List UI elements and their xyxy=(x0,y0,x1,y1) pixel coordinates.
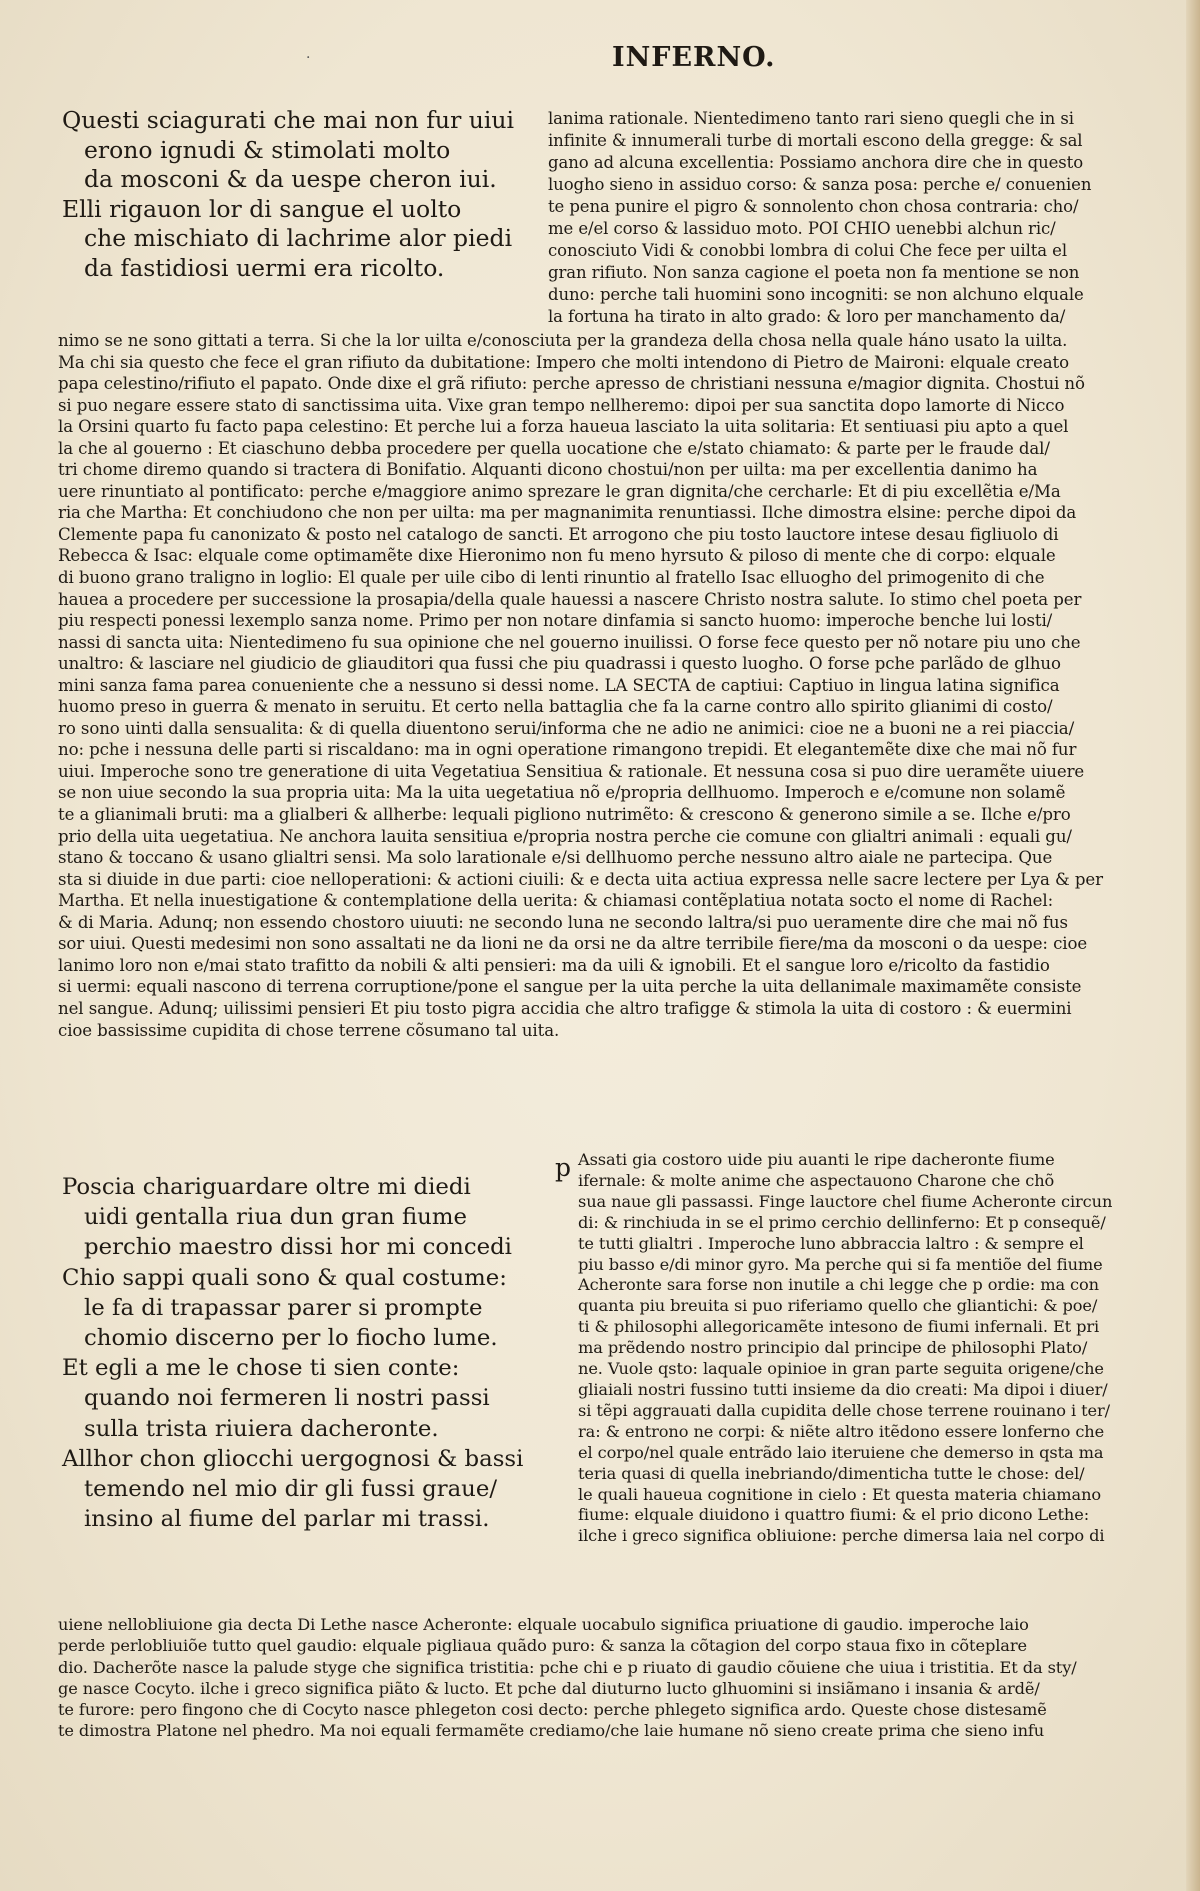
verse-line: Poscia chariguardare oltre mi diedi xyxy=(62,1174,471,1200)
commentary-line: unaltro: & lasciare nel giudicio de gliauditori qua fussi che piu quadrassi i questo luogho. O forse pche parlãdo de glhuo xyxy=(58,654,1061,674)
verse-line: sulla trista riuiera dacheronte. xyxy=(84,1415,439,1442)
commentary-line: ma prẽdendo nostro principio dal principe de philosophi Plato/ xyxy=(578,1338,1088,1358)
commentary-line: sor uiui. Questi medesimi non sono assaltati ne da lioni ne da orsi ne da altre terribile fiere/ma da mosconi o da uespe: cioe xyxy=(58,934,1088,954)
commentary-line: teria quasi di quella inebriando/dimenticha tutte le chose: del/ xyxy=(578,1463,1085,1483)
commentary-line: dio. Dacherõte nasce la palude styge che significa tristitia: pche chi e p riuato di gaudio cõuiene che uiua i tristitia. Et da sty/ xyxy=(58,1657,1077,1677)
commentary-line: uere rinuntiato al pontificato: perche e/maggiore animo sprezare le gran dignita/che cercharle: Et di piu excellẽtia e/Ma xyxy=(58,481,1061,501)
commentary-line: tri chome diremo quando si tractera di Bonifatio. Alquanti dicono chostui/non per uilta: ma per excellentia danimo ha xyxy=(58,460,1038,480)
verse-line: le fa di trapassar parer si prompte xyxy=(84,1294,483,1321)
commentary-line: no: pche i nessuna delle parti si riscaldano: ma in ogni operatione rimangono trepidi. Et elegantemẽte dixe che mai nõ fur xyxy=(58,740,1077,760)
verse-block-top xyxy=(62,106,514,284)
commentary-line: prio della uita uegetatiua. Ne anchora lauita sensitiua e/propria nostra perche cie comune con glialtri animali : equali gu/ xyxy=(58,826,1072,846)
page-ornament: · xyxy=(306,50,311,66)
commentary-line: ti & philosophi allegoricamẽte intesono de fiumi infernali. Et pri xyxy=(578,1317,1100,1337)
verse-block-bottom xyxy=(62,1172,523,1534)
commentary-line: si puo negare essere stato di sanctissima uita. Vixe gran tempo nellheremo: dipoi per sua sanctita dopo lamorte di Nicco xyxy=(58,395,1065,415)
commentary-line: nassi di sancta uita: Nientedimeno fu sua opinione che nel gouerno inuilissi. O forse fece questo per nõ notare piu uno che xyxy=(58,632,1081,652)
commentary-line: ria che Martha: Et conchiudono che non per uilta: ma per magnanimita renuntiassi. Ilche dimostra elsine: perche dipoi da xyxy=(58,503,1077,523)
commentary-line: hauea a procedere per successione la prosapia/della quale hauessi a nascere Christo nostra salute. Io stimo chel poeta per xyxy=(58,589,1082,609)
verse-line: quando noi fermeren li nostri passi xyxy=(84,1385,490,1412)
commentary-line: ne. Vuole qsto: laquale opinioe in gran parte seguita origene/che xyxy=(578,1359,1104,1379)
verse-line: insino al fiume del parlar mi trassi. xyxy=(84,1506,490,1533)
commentary-line: sua naue gli passassi. Finge lauctore chel fiume Acheronte circun xyxy=(578,1191,1113,1211)
commentary-line: te dimostra Platone nel phedro. Ma noi equali fermamẽte crediamo/che laie humane nõ sieno create prima che sieno infu xyxy=(58,1721,1045,1741)
verse-line: erono ignudi & stimolati molto xyxy=(84,135,451,164)
commentary-line: ilche i greco significa obliuione: perche dimersa laia nel corpo di xyxy=(578,1526,1105,1546)
commentary-line: ifernale: & molte anime che aspectauono Charone che chõ xyxy=(578,1170,1055,1190)
commentary-line: la fortuna ha tirato in alto grado: & loro per manchamento da/ xyxy=(548,307,1066,326)
commentary-line: lanimo loro non e/mai stato trafitto da nobili & alti pensieri: ma da uili & ignobili. Et el sangue loro e/ricolto da fastidio xyxy=(58,955,1050,975)
commentary-line: gano ad alcuna excellentia: Possiamo anchora dire che in questo xyxy=(548,153,1084,172)
commentary-line: uiui. Imperoche sono tre generatione di uita Vegetatiua Sensitiua & rationale. Et nessuna cosa si puo dire ueramẽte uiuere xyxy=(58,761,1085,781)
commentary-line: Assati gia costoro uide piu auanti le ripe dacheronte fiume xyxy=(578,1150,1055,1169)
commentary-line: Rebecca & Isac: elquale come optimamẽte dixe Hieronimo non fu meno hyrsuto & piloso di mente che di corpo: elquale xyxy=(58,546,1056,566)
verse-line: da mosconi & da uespe cheron iui. xyxy=(84,165,497,194)
commentary-line: se non uiue secondo la sua propria uita: Ma la uita uegetatiua nõ e/propria dellhuomo. Imperoch e e/comune non solamẽ xyxy=(58,783,1066,803)
commentary-line: di buono grano traligno in loglio: El quale per uile cibo di lenti rinuntio al fratello Isac elluogho del primogenito di che xyxy=(58,568,1045,588)
verse-line: Chio sappi quali sono & qual costume: xyxy=(62,1264,507,1291)
commentary-line: fiume: elquale diuidono i quattro fiumi: & el prio dicono Lethe: xyxy=(578,1505,1090,1525)
commentary-line: el corpo/nel quale entrãdo laio iteruiene che demerso in qsta ma xyxy=(578,1442,1104,1462)
commentary-line: & di Maria. Adunq; non essendo chostoro uiuuti: ne secondo luna ne secondo laltra/si puo ueramente dire che mai nõ fus xyxy=(58,912,1068,932)
commentary-line: me e/el corso & lassiduo moto. POI CHIO uenebbi alchun ric/ xyxy=(548,219,1056,238)
commentary-line: conosciuto Vidi & conobbi lombra di colui Che fece per uilta el xyxy=(548,241,1068,260)
page-title: INFERNO. xyxy=(612,42,776,73)
verse-line: da fastidiosi uermi era ricolto. xyxy=(84,253,445,282)
commentary-line: mini sanza fama parea conueniente che a nessuno si dessi nome. LA SECTA de captiui: Captiuo in lingua latina significa xyxy=(58,675,1060,695)
verse-line: perchio maestro dissi hor mi concedi xyxy=(84,1234,512,1261)
verse-line: uidi gentalla riua dun gran fiume xyxy=(84,1204,467,1231)
commentary-line: Ma chi sia questo che fece el gran rifiuto da dubitatione: Impero che molti intendono di Pietro de Maironi: elquale creato xyxy=(58,352,1069,372)
verse-line: Et egli a me le chose ti sien conte: xyxy=(62,1355,460,1382)
verse-line: Questi sciagurati che mai non fur uiui xyxy=(62,106,515,134)
verse-line: Allhor chon gliocchi uergognosi & bassi xyxy=(62,1445,524,1472)
verse-line: che mischiato di lachrime alor piedi xyxy=(84,224,513,253)
commentary-line: te pena punire el pigro & sonnolento chon chosa contraria: cho/ xyxy=(548,197,1079,216)
commentary-line: nel sangue. Adunq; uilissimi pensieri Et piu tosto pigra accidia che altro trafigge & stimola la uita di costoro : & euermini xyxy=(58,998,1072,1018)
commentary-bottom-right xyxy=(578,1150,1112,1547)
commentary-bottom-full xyxy=(58,1614,1077,1742)
commentary-line: duno: perche tali huomini sono incogniti: se non alchuno elquale xyxy=(548,285,1084,304)
commentary-initial: p xyxy=(555,1153,572,1182)
commentary-line: Acheronte sara forse non inutile a chi legge che p ordie: ma con xyxy=(578,1275,1099,1295)
commentary-line: quanta piu breuita si puo riferiamo quello che gliantichi: & poe/ xyxy=(578,1296,1098,1316)
commentary-line: si tẽpi aggrauati dalla cupidita delle chose terrene rouinano i ter/ xyxy=(578,1400,1110,1420)
commentary-full-width xyxy=(58,330,1103,1041)
commentary-line: huomo preso in guerra & menato in seruitu. Et certo nella battaglia che fa la carne contro allo spirito glianimi di costo/ xyxy=(58,697,1053,717)
commentary-line: cioe bassissime cupidita di chose terrene cõsumano tal uita. xyxy=(58,1020,560,1040)
verse-line: Elli rigauon lor di sangue el uolto xyxy=(62,194,462,223)
verse-line: temendo nel mio dir gli fussi graue/ xyxy=(84,1476,498,1503)
commentary-line: perde perlobliuiõe tutto quel gaudio: elquale pigliaua quãdo puro: & sanza la cõtagion del corpo staua fixo in cõteplare xyxy=(58,1636,1027,1656)
commentary-line: gran rifiuto. Non sanza cagione el poeta non fa mentione se non xyxy=(548,263,1080,282)
commentary-line: uiene nellobliuione gia decta Di Lethe nasce Acheronte: elquale uocabulo significa priuatione di gaudio. imperoche laio xyxy=(58,1615,1029,1634)
commentary-top-right xyxy=(548,108,1091,328)
commentary-line: ge nasce Cocyto. ilche i greco significa piãto & lucto. Et pche dal diuturno lucto glhuomini si insiãmano i insania & ardẽ/ xyxy=(58,1678,1040,1698)
commentary-line: stano & toccano & usano glialtri sensi. Ma solo larationale e/si dellhuomo perche nessuno altro aiale ne partecipa. Que xyxy=(58,848,1053,868)
commentary-line: le quali haueua cognitione in cielo : Et questa materia chiamano xyxy=(578,1484,1102,1504)
commentary-line: Martha. Et nella inuestigatione & contemplatione della uerita: & chiamasi contẽplatiua notata socto el nome di Rachel: xyxy=(58,891,1054,911)
commentary-line: Clemente papa fu canonizato & posto nel catalogo de sancti. Et arrogono che piu tosto lauctore intese desau figliuolo di xyxy=(58,524,1059,544)
commentary-line: piu basso e/di minor gyro. Ma perche qui si fa mentiõe del fiume xyxy=(578,1254,1103,1274)
commentary-line: ra: & entrono ne corpi: & niẽte altro itẽdono essere lonferno che xyxy=(578,1421,1105,1441)
commentary-line: la che al gouerno : Et ciaschuno debba procedere per quella uocatione che e/stato chiamato: & parte per le fraude dal/ xyxy=(58,438,1050,458)
commentary-line: te tutti glialtri . Imperoche luno abbraccia laltro : & sempre el xyxy=(578,1233,1084,1253)
page-edge xyxy=(1186,0,1200,1891)
commentary-line: ro sono uinti dalla sensualita: & di quella diuentono serui/informa che ne adio ne animici: cioe ne a buoni ne a rei piaccia/ xyxy=(58,718,1075,738)
commentary-line: gliaiali nostri fussino tutti insieme da dio creati: Ma dipoi i diuer/ xyxy=(578,1379,1108,1399)
commentary-line: te a glianimali bruti: ma a glialberi & allherbe: lequali pigliono nutrimẽto: & crescono & generono simile a se. Ilche e/pro xyxy=(58,805,1071,825)
commentary-line: papa celestino/rifiuto el papato. Onde dixe el grã rifiuto: perche apresso de christiani nessuna e/magior dignita. Chostui nõ xyxy=(58,374,1085,394)
commentary-line: sta si diuide in due parti: cioe nelloperationi: & actioni ciuili: & e decta uita actiua expressa nelle sacre lectere per Lya & per xyxy=(58,869,1103,889)
commentary-line: infinite & innumerali turbe di mortali escono della gregge: & sal xyxy=(548,131,1083,150)
commentary-line: lanima rationale. Nientedimeno tanto rari sieno quegli che in si xyxy=(548,109,1074,128)
commentary-line: luogho sieno in assiduo corso: & sanza posa: perche e/ conuenien xyxy=(548,175,1092,194)
commentary-line: nimo se ne sono gittati a terra. Si che la lor uilta e/conosciuta per la grandeza della chosa nella quale háno usato la uilta. xyxy=(58,331,1068,350)
commentary-line: la Orsini quarto fu facto papa celestino: Et perche lui a forza haueua lasciato la uita solitaria: Et sentiuasi piu apto a quel xyxy=(58,417,1069,437)
commentary-line: di: & rinchiuda in se el primo cerchio dellinferno: Et p consequẽ/ xyxy=(578,1212,1106,1232)
commentary-line: si uermi: equali nascono di terrena corruptione/pone el sangue per la uita perche la uita dellanimale maximamẽte consiste xyxy=(58,977,1082,997)
verse-line: chomio discerno per lo fiocho lume. xyxy=(84,1325,498,1352)
commentary-line: te furore: pero fingono che di Cocyto nasce phlegeton cosi decto: perche phlegeto significa ardo. Queste chose distesamẽ xyxy=(58,1700,1047,1720)
commentary-line: piu respecti ponessi lexemplo sanza nome. Primo per non notare dinfamia si sancto huomo: imperoche benche lui losti/ xyxy=(58,611,1053,631)
